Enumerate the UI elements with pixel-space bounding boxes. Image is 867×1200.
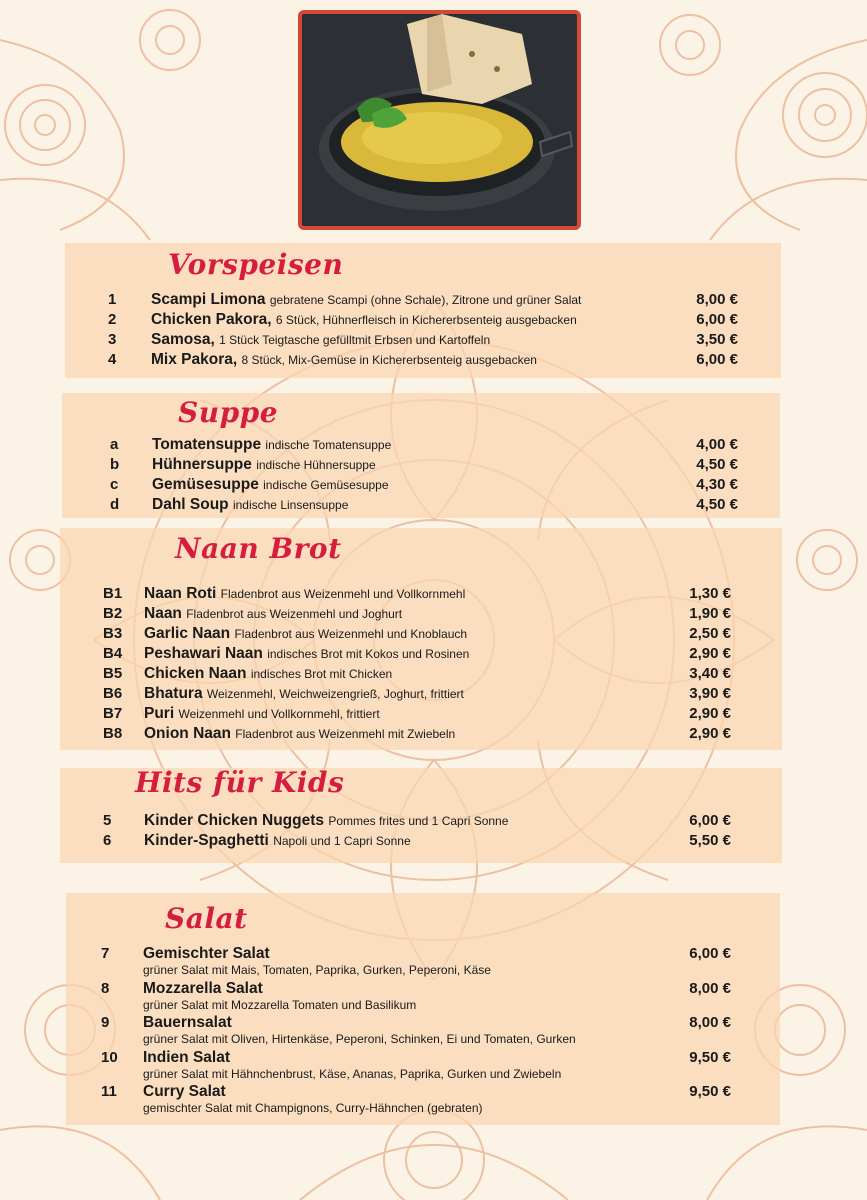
kids-item — [0, 811, 867, 831]
salat-item-number: 10 — [101, 1048, 118, 1066]
kids-item-name — [144, 811, 508, 831]
naan-item-price: 2,90 € — [689, 705, 731, 722]
naan-item — [0, 664, 867, 684]
naan-item — [0, 584, 867, 604]
suppe-item-description: indische Gemüsesuppe — [263, 478, 389, 492]
salat-item-number: 11 — [101, 1083, 117, 1100]
naan-item-name — [144, 684, 464, 704]
vorspeisen-item — [0, 290, 867, 310]
naan-item-price: 3,90 € — [689, 685, 731, 702]
naan-item-number: B7 — [103, 705, 123, 722]
naan-item-price: 2,90 € — [689, 645, 731, 662]
salat-item-name: Bauernsalat — [143, 1014, 232, 1031]
vorspeisen-item-price: 3,50 € — [696, 331, 738, 348]
naan-item-title: Garlic Naan — [144, 625, 231, 642]
salat-item-price: 8,00 € — [689, 1014, 731, 1031]
naan-item-title: Naan — [144, 605, 182, 622]
suppe-item-name — [152, 455, 376, 475]
vorspeisen-item-name — [151, 330, 490, 350]
suppe-item-name — [152, 475, 389, 495]
naan-item-description: Weizenmehl und Vollkornmehl, frittiert — [178, 707, 380, 721]
naan-item-name — [144, 664, 392, 684]
vorspeisen-item-name — [151, 290, 581, 310]
food-photo — [298, 10, 581, 230]
salat-item-name: Curry Salat — [143, 1083, 226, 1100]
suppe-item — [0, 475, 867, 495]
naan-item — [0, 644, 867, 664]
suppe-item-price: 4,00 € — [696, 436, 738, 453]
salat-title: Salat — [165, 902, 248, 935]
naan-item-number: B3 — [103, 625, 123, 642]
suppe-item-number: b — [110, 456, 120, 473]
naan-item — [0, 604, 867, 624]
vorspeisen-item-price: 8,00 € — [696, 291, 738, 308]
naan-item-title: Chicken Naan — [144, 665, 247, 682]
suppe-title: Suppe — [178, 396, 279, 429]
naan-item-name — [144, 604, 402, 624]
vorspeisen-item-description: 8 Stück, Mix-Gemüse in Kichererbsenteig ausgebacken — [241, 353, 537, 367]
suppe-item-price: 4,50 € — [696, 496, 738, 513]
kids-title: Hits für Kids — [135, 766, 345, 799]
naan-item-name — [144, 584, 465, 604]
naan-item-description: indisches Brot mit Kokos und Rosinen — [267, 647, 470, 661]
salat-item-description: gemischter Salat mit Champignons, Curry-Hähnchen (gebraten) — [143, 1101, 483, 1115]
vorspeisen-item-description: 6 Stück, Hühnerfleisch in Kichererbsenteig ausgebacken — [275, 313, 577, 327]
vorspeisen-item-title: Scampi Limona — [151, 291, 266, 308]
naan-item-price: 2,50 € — [689, 625, 731, 642]
salat-item-price: 9,50 € — [689, 1083, 731, 1100]
naan-item-title: Bhatura — [144, 685, 203, 702]
naan-item-title: Naan Roti — [144, 585, 217, 602]
kids-item-number: 5 — [103, 812, 112, 829]
suppe-item-name — [152, 495, 348, 515]
vorspeisen-item-price: 6,00 € — [696, 311, 738, 328]
salat-item-number: 8 — [101, 979, 110, 997]
kids-item-title: Kinder Chicken Nuggets — [144, 812, 324, 829]
suppe-item-number: d — [110, 496, 120, 513]
naan-item-title: Puri — [144, 705, 175, 722]
vorspeisen-item-title: Mix Pakora, — [151, 351, 238, 368]
naan-item-name — [144, 644, 469, 664]
naan-item-price: 2,90 € — [689, 725, 731, 742]
suppe-item-title: Gemüsesuppe — [152, 476, 259, 493]
kids-item-price: 5,50 € — [689, 832, 731, 849]
salat-item-price: 8,00 € — [689, 979, 731, 997]
suppe-item-title: Tomatensuppe — [152, 436, 262, 453]
vorspeisen-item — [0, 330, 867, 350]
salat-item-name: Gemischter Salat — [143, 945, 270, 962]
naan-item-description: Fladenbrot aus Weizenmehl und Knoblauch — [234, 627, 468, 641]
salat-item-description: grüner Salat mit Mozzarella Tomaten und Basilikum — [143, 997, 417, 1012]
kids-item-number: 6 — [103, 832, 112, 849]
salat-item-description: grüner Salat mit Mais, Tomaten, Paprika, Gurken, Peperoni, Käse — [143, 963, 491, 977]
naan-item-name — [144, 704, 380, 724]
naan-item-price: 1,30 € — [689, 585, 731, 602]
naan-item-number: B2 — [103, 605, 123, 622]
suppe-item-description: indische Tomatensuppe — [265, 438, 392, 452]
naan-item — [0, 704, 867, 724]
vorspeisen-item-description: 1 Stück Teigtasche gefülltmit Erbsen und Kartoffeln — [219, 333, 491, 347]
naan-item — [0, 724, 867, 744]
vorspeisen-item-title: Samosa, — [151, 331, 215, 348]
naan-item-description: indisches Brot mit Chicken — [250, 667, 393, 681]
vorspeisen-item-title: Chicken Pakora, — [151, 311, 272, 328]
naan-item-description: Fladenbrot aus Weizenmehl und Joghurt — [186, 607, 403, 621]
suppe-item — [0, 455, 867, 475]
naan-item-description: Weizenmehl, Weichweizengrieß, Joghurt, frittiert — [206, 687, 464, 701]
salat-item-name: Indien Salat — [143, 1048, 230, 1066]
naan-item-number: B4 — [103, 645, 123, 662]
naan-item-description: Fladenbrot aus Weizenmehl und Vollkornmehl — [220, 587, 466, 601]
vorspeisen-item-number: 1 — [108, 291, 117, 308]
kids-item — [0, 831, 867, 851]
vorspeisen-item-name — [151, 350, 537, 370]
vorspeisen-title: Vorspeisen — [168, 248, 344, 281]
naan-item-number: B6 — [103, 685, 123, 702]
naan-item-title: Peshawari Naan — [144, 645, 263, 662]
salat-item — [0, 1048, 867, 1068]
suppe-item-title: Dahl Soup — [152, 496, 229, 513]
kids-item-title: Kinder-Spaghetti — [144, 832, 269, 849]
naan-item-description: Fladenbrot aus Weizenmehl mit Zwiebeln — [235, 727, 456, 741]
naan-item-number: B1 — [103, 585, 123, 602]
suppe-item-description: indische Linsensuppe — [232, 498, 349, 512]
salat-item-price: 6,00 € — [689, 945, 731, 962]
naan-item-price: 3,40 € — [689, 665, 731, 682]
suppe-item-title: Hühnersuppe — [152, 456, 252, 473]
vorspeisen-item — [0, 350, 867, 370]
suppe-item-price: 4,30 € — [696, 476, 738, 493]
suppe-item — [0, 495, 867, 515]
salat-item — [0, 944, 867, 964]
vorspeisen-item-number: 3 — [108, 331, 117, 348]
suppe-item-number: a — [110, 436, 119, 453]
salat-item-name: Mozzarella Salat — [143, 979, 263, 997]
salat-item-description: grüner Salat mit Oliven, Hirtenkäse, Peperoni, Schinken, Ei und Tomaten, Gurken — [143, 1032, 576, 1046]
naan-item — [0, 684, 867, 704]
salat-item — [0, 1082, 867, 1102]
suppe-item-number: c — [110, 476, 119, 493]
vorspeisen-item-number: 4 — [108, 351, 117, 368]
salat-item — [0, 979, 867, 999]
naan-title: Naan Brot — [175, 532, 342, 565]
vorspeisen-item-number: 2 — [108, 311, 117, 328]
vorspeisen-item-description: gebratene Scampi (ohne Schale), Zitrone und grüner Salat — [269, 293, 582, 307]
kids-item-name — [144, 831, 411, 851]
salat-item-price: 9,50 € — [689, 1048, 731, 1066]
naan-item-name — [144, 624, 467, 644]
naan-item-price: 1,90 € — [689, 605, 731, 622]
kids-item-description: Pommes frites und 1 Capri Sonne — [328, 814, 509, 828]
salat-item-number: 7 — [101, 945, 110, 962]
kids-item-price: 6,00 € — [689, 812, 731, 829]
suppe-item-price: 4,50 € — [696, 456, 738, 473]
vorspeisen-item-price: 6,00 € — [696, 351, 738, 368]
naan-item-title: Onion Naan — [144, 725, 231, 742]
suppe-item — [0, 435, 867, 455]
kids-item-description: Napoli und 1 Capri Sonne — [273, 834, 411, 848]
vorspeisen-item-name — [151, 310, 577, 330]
naan-item-name — [144, 724, 455, 744]
salat-item-number: 9 — [101, 1014, 110, 1031]
naan-item-number: B5 — [103, 665, 123, 682]
suppe-item-description: indische Hühnersuppe — [256, 458, 376, 472]
salat-item — [0, 1013, 867, 1033]
salat-item-description: grüner Salat mit Hähnchenbrust, Käse, Ananas, Paprika, Gurken und Zwiebeln — [143, 1066, 562, 1081]
vorspeisen-item — [0, 310, 867, 330]
suppe-item-name — [152, 435, 391, 455]
naan-item-number: B8 — [103, 725, 123, 742]
naan-item — [0, 624, 867, 644]
